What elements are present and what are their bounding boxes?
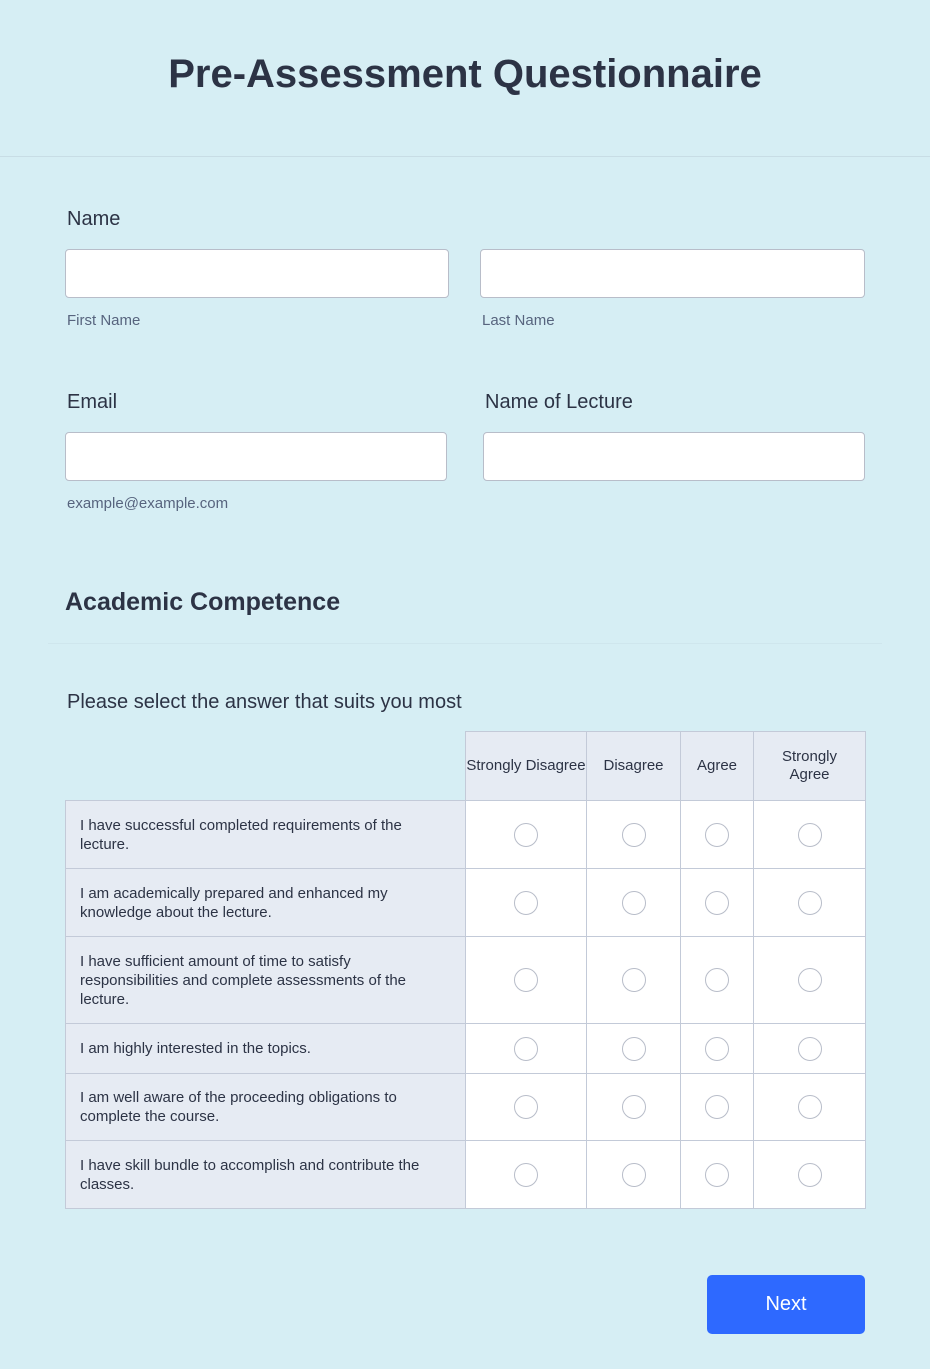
radio-button[interactable] bbox=[798, 823, 822, 847]
radio-button[interactable] bbox=[798, 968, 822, 992]
answer-cell bbox=[681, 1074, 754, 1141]
column-header: Disagree bbox=[587, 732, 681, 801]
email-input[interactable] bbox=[65, 432, 447, 481]
radio-button[interactable] bbox=[622, 968, 646, 992]
question-label: I am academically prepared and enhanced my knowledge about the lecture. bbox=[66, 869, 466, 937]
radio-button[interactable] bbox=[514, 823, 538, 847]
answer-cell bbox=[466, 1024, 587, 1074]
question-label: I have sufficient amount of time to satisfy responsibilities and complete assessments of the lecture. bbox=[66, 937, 466, 1024]
radio-button[interactable] bbox=[705, 1095, 729, 1119]
table-row bbox=[66, 1141, 866, 1209]
answer-cell bbox=[754, 937, 866, 1024]
radio-button[interactable] bbox=[622, 1095, 646, 1119]
first-name-sublabel: First Name bbox=[67, 312, 141, 329]
answer-cell bbox=[681, 869, 754, 937]
email-sublabel: example@example.com bbox=[67, 495, 229, 512]
radio-button[interactable] bbox=[705, 823, 729, 847]
next-button[interactable]: Next bbox=[707, 1275, 865, 1334]
radio-button[interactable] bbox=[514, 968, 538, 992]
table-row bbox=[66, 869, 866, 937]
answer-cell bbox=[466, 1074, 587, 1141]
radio-button[interactable] bbox=[622, 823, 646, 847]
answer-cell bbox=[754, 1074, 866, 1141]
question-label: I have skill bundle to accomplish and contribute the classes. bbox=[66, 1141, 466, 1209]
radio-button[interactable] bbox=[514, 1095, 538, 1119]
answer-cell bbox=[587, 937, 681, 1024]
first-name-input[interactable] bbox=[65, 249, 449, 298]
answer-cell bbox=[587, 869, 681, 937]
column-header: Agree bbox=[681, 732, 754, 801]
table-row bbox=[66, 801, 866, 869]
column-header: Strongly Agree bbox=[754, 732, 866, 801]
answer-cell bbox=[681, 1024, 754, 1074]
radio-button[interactable] bbox=[798, 1037, 822, 1061]
radio-button[interactable] bbox=[514, 1163, 538, 1187]
radio-button[interactable] bbox=[705, 1163, 729, 1187]
table-row bbox=[66, 1024, 866, 1074]
answer-cell bbox=[681, 937, 754, 1024]
answer-cell bbox=[754, 1141, 866, 1209]
name-label: Name bbox=[67, 208, 121, 230]
answer-cell bbox=[466, 1141, 587, 1209]
radio-button[interactable] bbox=[514, 891, 538, 915]
radio-button[interactable] bbox=[514, 1037, 538, 1061]
radio-button[interactable] bbox=[622, 1037, 646, 1061]
table-row bbox=[66, 937, 866, 1024]
question-label: I am well aware of the proceeding obligations to complete the course. bbox=[66, 1074, 466, 1141]
answer-cell bbox=[754, 1024, 866, 1074]
question-label: I have successful completed requirements of the lecture. bbox=[66, 801, 466, 869]
radio-button[interactable] bbox=[798, 1163, 822, 1187]
table-row bbox=[66, 1074, 866, 1141]
email-label: Email bbox=[67, 391, 118, 413]
question-label: I am highly interested in the topics. bbox=[66, 1024, 466, 1074]
answer-cell bbox=[754, 869, 866, 937]
radio-button[interactable] bbox=[622, 891, 646, 915]
page-title: Pre-Assessment Questionnaire bbox=[168, 52, 762, 96]
radio-button[interactable] bbox=[705, 891, 729, 915]
radio-button[interactable] bbox=[798, 1095, 822, 1119]
section-divider bbox=[48, 643, 882, 644]
radio-button[interactable] bbox=[622, 1163, 646, 1187]
lecture-input[interactable] bbox=[483, 432, 865, 481]
last-name-input[interactable] bbox=[480, 249, 865, 298]
answer-cell bbox=[681, 801, 754, 869]
radio-button[interactable] bbox=[798, 891, 822, 915]
answer-cell bbox=[466, 869, 587, 937]
radio-button[interactable] bbox=[705, 1037, 729, 1061]
last-name-sublabel: Last Name bbox=[482, 312, 555, 329]
answer-cell bbox=[587, 1141, 681, 1209]
matrix-table bbox=[65, 731, 866, 1209]
matrix-prompt: Please select the answer that suits you most bbox=[67, 691, 462, 713]
answer-cell bbox=[587, 1024, 681, 1074]
answer-cell bbox=[587, 1074, 681, 1141]
answer-cell bbox=[754, 801, 866, 869]
answer-cell bbox=[466, 801, 587, 869]
section-heading: Academic Competence bbox=[65, 588, 341, 616]
column-header: Strongly Disagree bbox=[466, 732, 587, 801]
divider bbox=[0, 156, 930, 157]
answer-cell bbox=[466, 937, 587, 1024]
lecture-label: Name of Lecture bbox=[485, 391, 633, 413]
answer-cell bbox=[587, 801, 681, 869]
radio-button[interactable] bbox=[705, 968, 729, 992]
answer-cell bbox=[681, 1141, 754, 1209]
